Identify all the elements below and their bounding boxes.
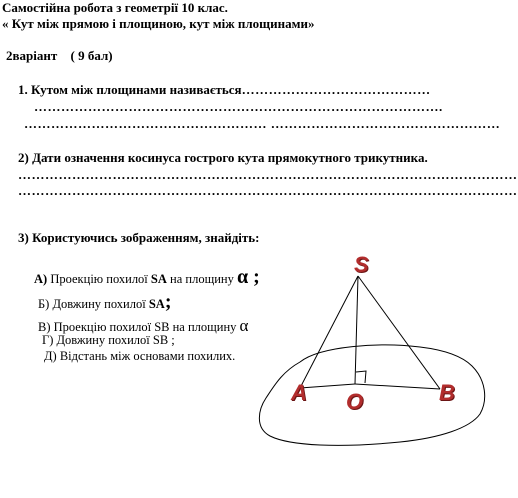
segment-ao — [300, 384, 355, 388]
answer-line-2a: ………………………………………………………………………………………………… — [18, 167, 518, 182]
answer-line-1c: ……………………………………………… …………………………………………… — [24, 116, 501, 131]
right-angle-mark — [356, 371, 366, 383]
task-d: Г) Довжину похилої SB ; — [42, 333, 175, 347]
variant-points: ( 9 бал) — [70, 48, 113, 63]
segment-sb — [358, 276, 440, 389]
point-label-o: O — [346, 389, 364, 414]
answer-line-2b: ………………………………………………………………………………………………… — [18, 183, 518, 198]
task-a: А) Проекцію похилої SA на площину α ; — [34, 266, 260, 288]
question-1-text: 1. Кутом між площинами називається — [18, 82, 242, 97]
answer-line-1b: ………………………………………………………………………………. — [34, 99, 443, 114]
task-b: Б) Довжину похилої SA; — [38, 291, 172, 313]
alpha-symbol: α — [236, 266, 249, 288]
segment-so — [355, 276, 358, 384]
segment-sa — [300, 276, 358, 388]
question-2-text: 2) Дати означення косинуса гострого кута прямокутного трикутника. — [18, 150, 428, 165]
segment-ob — [355, 384, 440, 389]
question-3-text: 3) Користуючись зображенням, знайдіть: — [18, 230, 260, 245]
page-title: Самостійна робота з геометрії 10 клас. — [2, 0, 228, 15]
alpha-symbol: α — [239, 316, 249, 335]
task-c: В) Проекцію похилої SB на площину α — [38, 316, 249, 335]
task-e: Д) Відстань між основами похилих. — [44, 349, 236, 363]
answer-line-1a: …………………………………… — [241, 82, 431, 97]
variant-label: 2варіант — [6, 48, 58, 63]
page-subtitle: « Кут між прямою і площиною, кут між площинами» — [2, 16, 315, 31]
point-label-b: B — [439, 380, 455, 405]
point-label-s: S — [354, 252, 369, 277]
point-label-a: A — [291, 380, 307, 405]
